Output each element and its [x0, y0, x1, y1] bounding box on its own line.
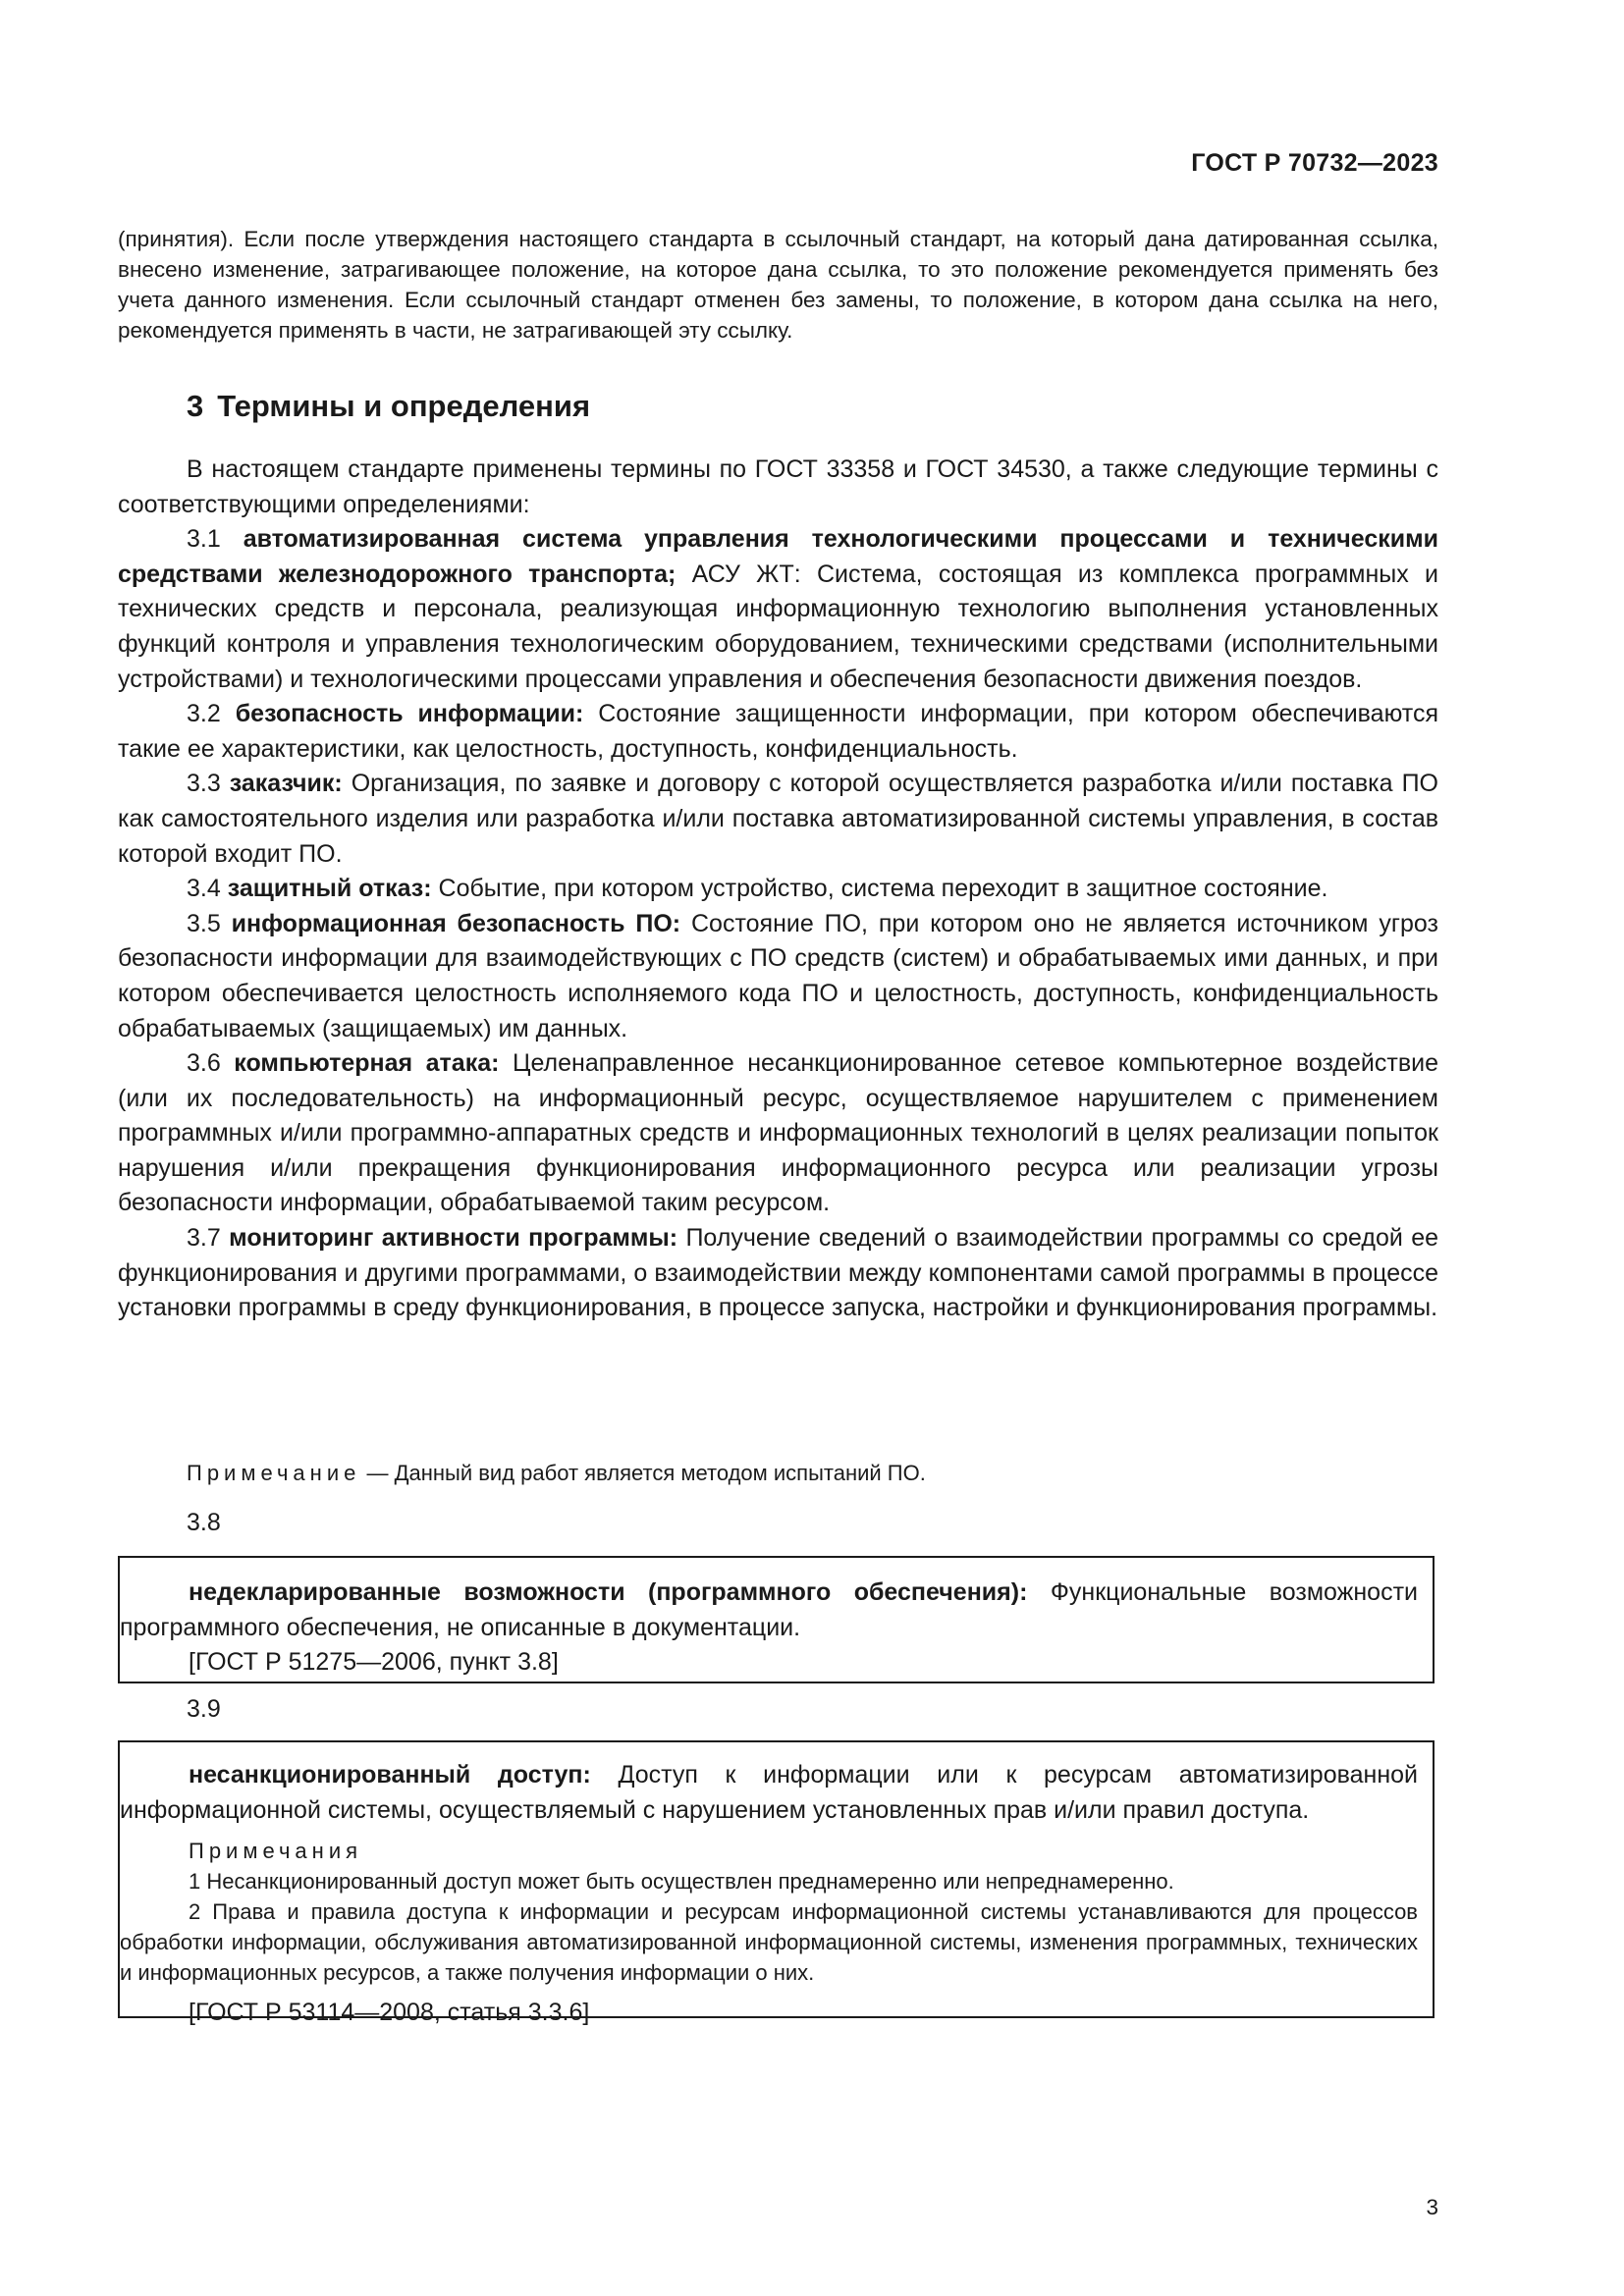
term-definition: Доступ к информации или к ресурсам автоматизированной информационной системы, осуществляемый с нарушением установленных прав и/или правил доступа.: [120, 1761, 1418, 1824]
term-reference: [ГОСТ Р 53114—2008, статья 3.3.6]: [189, 1999, 590, 2027]
section-title-text: Термины и определения: [217, 389, 591, 423]
term-entry-3-1: [118, 522, 1438, 697]
note-item: 2 Права и правила доступа к информации и ресурсам информационной системы устанавливаются для процессов обработки информации, обслуживания автоматизированной информационной системы, изменения программных, технических и информационных ресурсов, а также получения информации о них.: [120, 1899, 1418, 1986]
term-definition: Событие, при котором устройство, система переходит в защитное состояние.: [438, 875, 1328, 903]
notes-label: Примечания: [189, 1839, 363, 1864]
term-number-3-9: 3.9: [187, 1695, 221, 1723]
term-entry-3-4: [118, 872, 1438, 907]
term-definition: Организация, по заявке и договору с которой осуществляется разработка и/или поставка ПО как самостоятельного изделия или разработка и/или поставка автоматизированной системы управления, в состав которой входит ПО.: [118, 770, 1438, 868]
boxed-term-definition: [120, 1575, 1433, 1645]
terms-body: [118, 453, 1438, 1326]
boxed-term-3-9: [118, 1740, 1435, 2027]
term-entry-3-5: [118, 907, 1438, 1046]
term-definition: Целенаправленное несанкционированное сетевое компьютерное воздействие (или их последовательность) на информационный ресурс, осуществляемое нарушителем с применением программных и/или программно-аппаратных средств и информационных технологий в целях реализации попыток нарушения и/или прекращения функционирования информационного ресурса или реализации угрозы безопасности информации, обрабатываемой таким ресурсом.: [118, 1049, 1438, 1217]
note-3-7: [187, 1461, 926, 1486]
term-name: компьютерная атака:: [234, 1049, 500, 1078]
term-number: 3.2: [187, 700, 221, 728]
term-name: информационная безопасность ПО:: [231, 909, 681, 937]
term-definition: Получение сведений о взаимодействии программы со средой ее функционирования и другими программами, о взаимодействии между компонентами самой программы в процессе установки программы в среду функционирования, в процессе запуска, настройки и функционирования программы.: [118, 1224, 1439, 1322]
section-lead: В настоящем стандарте применены термины по ГОСТ 33358 и ГОСТ 34530, а также следующие термины с соответствующими определениями:: [118, 455, 1438, 518]
term-name: заказчик:: [229, 770, 343, 798]
term-definition: Состояние защищенности информации, при котором обеспечиваются такие ее характеристики, как целостность, доступность, конфиденциальность.: [118, 700, 1438, 763]
page-number: 3: [1426, 2195, 1438, 2219]
term-number-3-8: 3.8: [187, 1509, 221, 1536]
term-entry-3-6: [118, 1046, 1438, 1221]
term-definition: Функциональные возможности программного обеспечения, не описанные в документации.: [120, 1578, 1418, 1641]
boxed-term-3-8: [118, 1556, 1435, 1683]
note-item: 1 Несанкционированный доступ может быть осуществлен преднамеренно или непреднамеренно.: [189, 1869, 1174, 1895]
document-id-header: ГОСТ Р 70732—2023: [1191, 149, 1438, 177]
term-number: 3.3: [187, 770, 221, 798]
term-number: 3.4: [187, 875, 221, 903]
term-name: автоматизированная система управления технологическими процессами и техническими средствами железнодорожного транспорта;: [118, 525, 1438, 588]
term-number: 3.5: [187, 909, 221, 937]
term-name: безопасность информации:: [235, 700, 584, 728]
term-definition: Состояние ПО, при котором оно не является источником угроз безопасности информации для взаимодействующих с ПО средств (систем) и обрабатываемых ими данных, и при котором обеспечивается целостность исполняемого кода ПО и целостность, доступность, конфиденциальность обрабатываемых (защищаемых) им данных.: [118, 909, 1438, 1042]
boxed-term-definition: [120, 1758, 1433, 1828]
term-notes: [120, 1836, 1433, 1988]
term-entry-3-2: [118, 697, 1438, 767]
term-number: 3.1: [187, 525, 221, 554]
section-number: 3: [187, 389, 204, 423]
note-label: Примечание: [187, 1461, 361, 1485]
term-definition: АСУ ЖТ: Система, состоящая из комплекса программных и технических средств и персонала, реализующая информационную технологию выполнения установленных функций контроля и управления технологическим оборудованием, техническими средствами (исполнительными устройствами) и технологическими процессами управления и обеспечения безопасности движения поездов.: [118, 560, 1438, 693]
term-name: недекларированные возможности (программного обеспечения):: [189, 1578, 1028, 1606]
term-number: 3.7: [187, 1224, 221, 1253]
term-name: несанкционированный доступ:: [189, 1761, 591, 1789]
term-number: 3.6: [187, 1049, 221, 1078]
term-reference: [ГОСТ Р 51275—2006, пункт 3.8]: [189, 1648, 559, 1677]
term-entry-3-3: [118, 767, 1438, 872]
section-title: [187, 389, 590, 424]
term-name: защитный отказ:: [227, 875, 432, 903]
note-text: — Данный вид работ является методом испытаний ПО.: [366, 1461, 926, 1485]
term-name: мониторинг активности программы:: [229, 1224, 678, 1253]
intro-paragraph: (принятия). Если после утверждения настоящего стандарта в ссылочный стандарт, на который дана датированная ссылка, внесено изменение, затрагивающее положение, на которое дана ссылка, то это положение рекомендуется применять без учета данного изменения. Если ссылочный стандарт отменен без замены, то положение, в котором дана ссылка на него, рекомендуется применять в части, не затрагивающей эту ссылку.: [118, 227, 1438, 343]
term-entry-3-7: [118, 1221, 1438, 1326]
